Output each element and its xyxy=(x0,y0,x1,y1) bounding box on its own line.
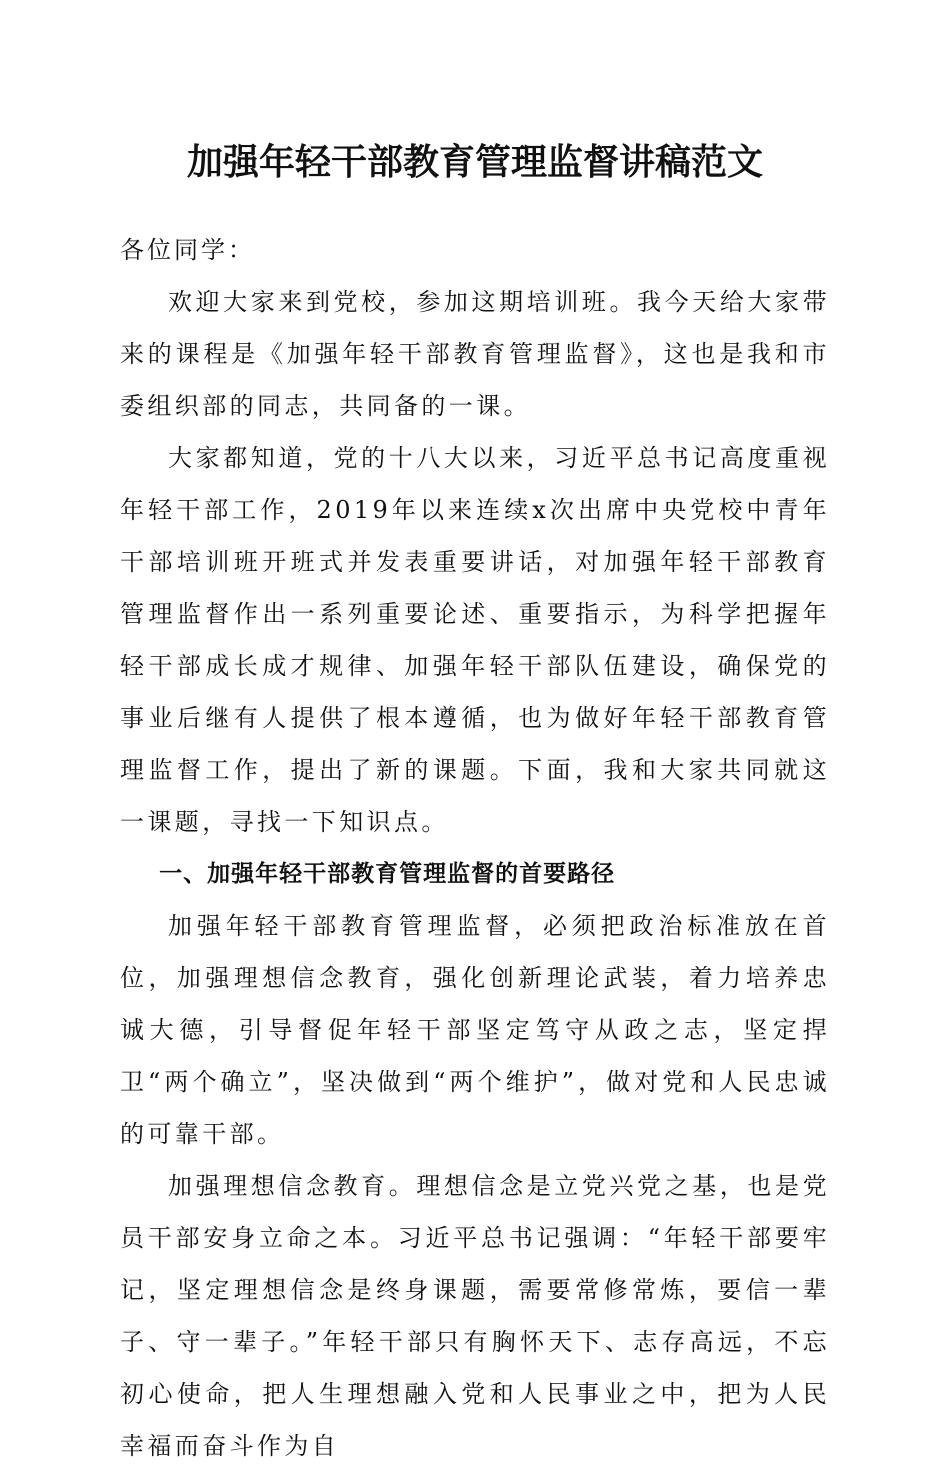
paragraph-political-standard: 加强年轻干部教育管理监督，必须把政治标准放在首位，加强理想信念教育，强化创新理论武装，着力培养忠诚大德，引导督促年轻干部坚定笃守从政之志，坚定捍卫“两个确立”，坚决做到“两个维护”，做对党和人民忠诚的可靠干部。 xyxy=(120,912,830,1148)
paragraph-ideals-education: 加强理想信念教育。理想信念是立党兴党之基，也是党员干部安身立命之本。习近平总书记强调：“年轻干部要牢记，坚定理想信念是终身课题，需要常修常炼，要信一辈子、守一辈子。”年轻干部只有胸怀天下、志存高远，不忘初心使命，把人生理想融入党和人民事业之中，把为人民幸福而奋斗作为自 xyxy=(120,1172,830,1460)
section-heading: 一、加强年轻干部教育管理监督的首要路径 xyxy=(159,861,616,887)
document-title: 加强年轻干部教育管理监督讲稿范文 xyxy=(186,141,763,183)
paragraph-background: 大家都知道，党的十八大以来，习近平总书记高度重视年轻干部工作，2019年以来连续x次出席中央党校中青年干部培训班开班式并发表重要讲话，对加强年轻干部教育管理监督作出一系列重要论述、重要指示，为科学把握年轻干部成长成才规律、加强年轻干部队伍建设，确保党的事业后继有人提供了根本遵循，也为做好年轻干部教育管理监督工作，提出了新的课题。下面，我和大家共同就这一课题，寻找一下知识点。 xyxy=(120,444,830,836)
document-body xyxy=(120,224,830,1472)
salutation: 各位同学： xyxy=(120,236,255,264)
paragraph-welcome: 欢迎大家来到党校，参加这期培训班。我今天给大家带来的课程是《加强年轻干部教育管理监督》，这也是我和市委组织部的同志，共同备的一课。 xyxy=(120,288,830,420)
